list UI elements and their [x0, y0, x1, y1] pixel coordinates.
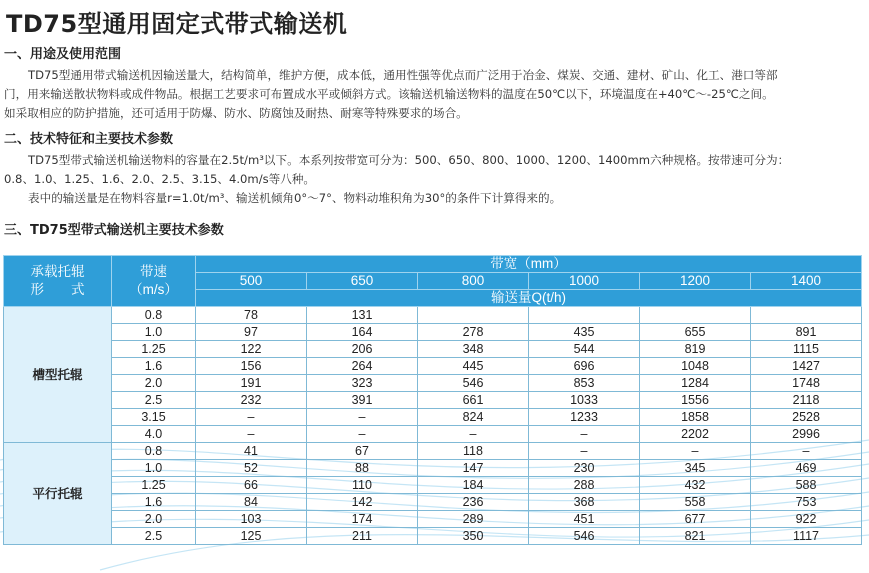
table-header [4, 256, 862, 307]
capacity-cell: 435 [529, 324, 640, 341]
capacity-cell: 1033 [529, 392, 640, 409]
capacity-cell: 288 [529, 477, 640, 494]
section2-heading: 二、技术特征和主要技术参数 [4, 132, 174, 147]
table-body [4, 307, 862, 545]
belt-width-500: 500 [196, 273, 307, 290]
idler-group-label: 平行托辊 [4, 443, 112, 545]
page-title: TD75型通用固定式带式输送机 [6, 10, 348, 38]
section1-heading: 一、用途及使用范围 [4, 47, 122, 62]
idler-type-header-line2: 形 式 [30, 282, 85, 297]
capacity-cell: 164 [307, 324, 418, 341]
section1-line-1: TD75型通用带式输送机因输送量大，结构简单，维护方便，成本低，通用性强等优点而广泛用于冶金、煤炭、交通、建材、矿山、化工、港口等部 [28, 68, 778, 82]
belt-speed-cell: 3.15 [112, 409, 196, 426]
capacity-cell [418, 307, 529, 324]
capacity-cell [640, 307, 751, 324]
parameters-table [3, 255, 862, 545]
capacity-cell: 289 [418, 511, 529, 528]
capacity-header: 输送量Q(t/h) [196, 290, 862, 307]
capacity-cell: 588 [751, 477, 862, 494]
belt-width-header: 带宽（mm） [196, 256, 862, 273]
capacity-cell: 546 [418, 375, 529, 392]
idler-group-label: 槽型托辊 [4, 307, 112, 443]
capacity-cell: 558 [640, 494, 751, 511]
capacity-cell: 2996 [751, 426, 862, 443]
capacity-cell: 131 [307, 307, 418, 324]
capacity-cell: 469 [751, 460, 862, 477]
belt-speed-cell: 0.8 [112, 307, 196, 324]
capacity-cell: 156 [196, 358, 307, 375]
capacity-cell: 67 [307, 443, 418, 460]
capacity-cell: 184 [418, 477, 529, 494]
table-row [4, 409, 862, 426]
capacity-cell: 445 [418, 358, 529, 375]
capacity-cell: 52 [196, 460, 307, 477]
table-row [4, 324, 862, 341]
table-row [4, 426, 862, 443]
capacity-cell: – [196, 409, 307, 426]
belt-speed-header-line2: （m/s） [129, 282, 178, 297]
capacity-cell: 236 [418, 494, 529, 511]
section2-line-2: 0.8、1.0、1.25、1.6、2.0、2.5、3.15、4.0m/s等八种。 [4, 172, 316, 186]
capacity-cell: 103 [196, 511, 307, 528]
section1-paragraph [4, 66, 866, 123]
belt-speed-cell: 0.8 [112, 443, 196, 460]
capacity-cell: 819 [640, 341, 751, 358]
belt-speed-cell: 2.0 [112, 511, 196, 528]
table-row [4, 460, 862, 477]
belt-width-1400: 1400 [751, 273, 862, 290]
capacity-cell: – [418, 426, 529, 443]
table-row [4, 375, 862, 392]
capacity-cell: 1048 [640, 358, 751, 375]
capacity-cell: 323 [307, 375, 418, 392]
belt-speed-cell: 1.6 [112, 494, 196, 511]
belt-speed-cell: 2.5 [112, 392, 196, 409]
capacity-cell: 88 [307, 460, 418, 477]
belt-width-1200: 1200 [640, 273, 751, 290]
capacity-cell: 264 [307, 358, 418, 375]
capacity-cell: 546 [529, 528, 640, 545]
capacity-cell: 122 [196, 341, 307, 358]
capacity-cell [751, 307, 862, 324]
capacity-cell: 655 [640, 324, 751, 341]
capacity-cell: 1556 [640, 392, 751, 409]
capacity-cell: 2202 [640, 426, 751, 443]
belt-speed-cell: 4.0 [112, 426, 196, 443]
capacity-cell: – [529, 426, 640, 443]
table-row [4, 358, 862, 375]
capacity-cell: 345 [640, 460, 751, 477]
table-row [4, 511, 862, 528]
capacity-cell: – [640, 443, 751, 460]
capacity-cell: 1748 [751, 375, 862, 392]
capacity-cell: 368 [529, 494, 640, 511]
capacity-cell: 41 [196, 443, 307, 460]
capacity-cell: 97 [196, 324, 307, 341]
capacity-cell [529, 307, 640, 324]
capacity-cell: 66 [196, 477, 307, 494]
table-row [4, 494, 862, 511]
table-row [4, 392, 862, 409]
capacity-cell: 853 [529, 375, 640, 392]
belt-speed-cell: 2.0 [112, 375, 196, 392]
table-row [4, 307, 862, 324]
capacity-cell: 821 [640, 528, 751, 545]
section3-heading: 三、TD75型带式输送机主要技术参数 [4, 223, 224, 238]
capacity-cell: – [751, 443, 862, 460]
capacity-cell: – [196, 426, 307, 443]
capacity-cell: 110 [307, 477, 418, 494]
capacity-cell: 451 [529, 511, 640, 528]
table-row [4, 341, 862, 358]
idler-type-header-line1: 承载托辊 [30, 264, 85, 279]
belt-speed-cell: 1.0 [112, 324, 196, 341]
table-row [4, 477, 862, 494]
capacity-cell: 118 [418, 443, 529, 460]
belt-speed-header [112, 256, 196, 307]
capacity-cell: 230 [529, 460, 640, 477]
capacity-cell: 84 [196, 494, 307, 511]
capacity-cell: 677 [640, 511, 751, 528]
capacity-cell: 922 [751, 511, 862, 528]
capacity-cell: 1117 [751, 528, 862, 545]
capacity-cell: 2528 [751, 409, 862, 426]
capacity-cell: 753 [751, 494, 862, 511]
belt-width-1000: 1000 [529, 273, 640, 290]
capacity-cell: – [307, 409, 418, 426]
section1-line-3: 如采取相应的防护措施，还可适用于防爆、防水、防腐蚀及耐热、耐寒等特殊要求的场合。 [4, 106, 468, 120]
capacity-cell: 696 [529, 358, 640, 375]
capacity-cell: 191 [196, 375, 307, 392]
capacity-cell: 391 [307, 392, 418, 409]
capacity-cell: 2118 [751, 392, 862, 409]
table-row [4, 528, 862, 545]
belt-speed-cell: 1.0 [112, 460, 196, 477]
capacity-cell: 211 [307, 528, 418, 545]
capacity-cell: 1427 [751, 358, 862, 375]
belt-width-800: 800 [418, 273, 529, 290]
capacity-cell: 1115 [751, 341, 862, 358]
capacity-cell: 824 [418, 409, 529, 426]
capacity-cell: 174 [307, 511, 418, 528]
capacity-cell: 1284 [640, 375, 751, 392]
section2-line-1: TD75型带式输送机输送物料的容量在2.5t/m³以下。本系列按带宽可分为：500、650、800、1000、1200、1400mm六种规格。按带速可分为： [28, 153, 790, 167]
capacity-cell: 1233 [529, 409, 640, 426]
capacity-cell: 544 [529, 341, 640, 358]
belt-speed-cell: 2.5 [112, 528, 196, 545]
belt-speed-cell: 1.25 [112, 341, 196, 358]
capacity-cell: 147 [418, 460, 529, 477]
capacity-cell: 432 [640, 477, 751, 494]
capacity-cell: 206 [307, 341, 418, 358]
capacity-cell: – [307, 426, 418, 443]
belt-speed-cell: 1.25 [112, 477, 196, 494]
capacity-cell: 142 [307, 494, 418, 511]
capacity-cell: 278 [418, 324, 529, 341]
capacity-cell: 891 [751, 324, 862, 341]
table-row [4, 443, 862, 460]
capacity-cell: 348 [418, 341, 529, 358]
capacity-cell: 661 [418, 392, 529, 409]
capacity-cell: 78 [196, 307, 307, 324]
capacity-cell: – [529, 443, 640, 460]
capacity-cell: 1858 [640, 409, 751, 426]
section2-line-3: 表中的输送量是在物料容量r=1.0t/m³、输送机倾角0°～7°、物料动堆积角为30°的条件下计算得来的。 [28, 191, 562, 205]
capacity-cell: 232 [196, 392, 307, 409]
idler-type-header [4, 256, 112, 307]
belt-speed-header-line1: 带速 [140, 264, 167, 279]
section1-line-2: 门，用来输送散状物料或成件物品。根据工艺要求可布置成水平或倾斜方式。该输送机输送物料的温度在50℃以下，环境温度在+40℃～-25℃之间。 [4, 87, 774, 101]
capacity-cell: 125 [196, 528, 307, 545]
belt-speed-cell: 1.6 [112, 358, 196, 375]
belt-width-650: 650 [307, 273, 418, 290]
capacity-cell: 350 [418, 528, 529, 545]
section2-paragraph [4, 151, 866, 208]
